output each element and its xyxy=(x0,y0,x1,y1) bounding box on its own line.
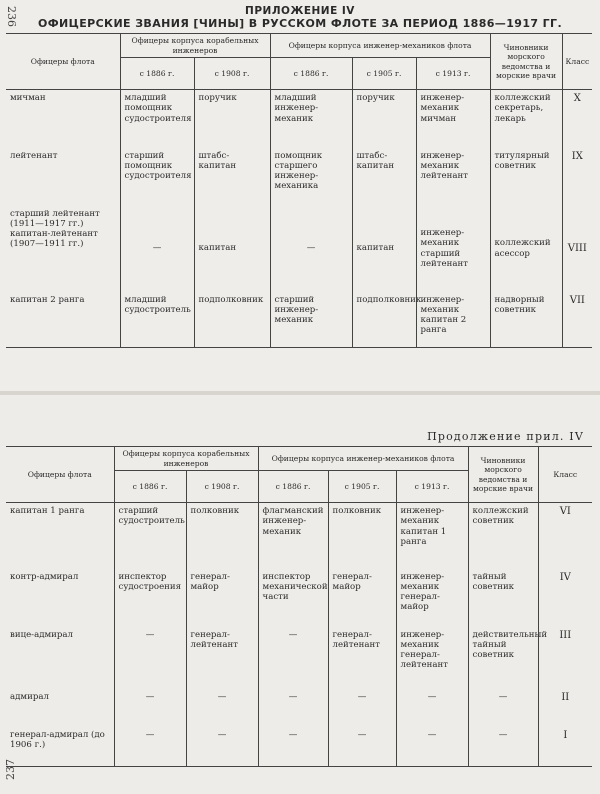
table-row xyxy=(6,292,592,348)
cell-shipbuilder-1908: — xyxy=(186,727,258,767)
cell-mechanic-1886: младший инженер-механик xyxy=(270,90,352,148)
cell-mechanic-1886: — xyxy=(258,627,328,689)
cell-officials: коллежский асессор xyxy=(490,206,562,292)
header-year-1913: с 1913 г. xyxy=(416,58,490,90)
cell-fleet-rank: старший лейтенант (1911—1917 гг.) капитан-лейтенант (1907—1911 гг.) xyxy=(6,206,120,292)
table-row xyxy=(6,627,592,689)
header-shipbuilders: Офицеры корпуса корабельных инженеров xyxy=(114,447,258,471)
cell-shipbuilder-1908: — xyxy=(186,689,258,727)
cell-shipbuilder-1908: штабс-капитан xyxy=(194,148,270,206)
header-mechanics: Офицеры корпуса инженер-механиков флота xyxy=(270,34,490,58)
cell-shipbuilder-1886: — xyxy=(114,727,186,767)
cell-fleet-rank: капитан 2 ранга xyxy=(6,292,120,348)
header-year-1886-mech: с 1886 г. xyxy=(258,471,328,503)
cell-mechanic-1905: полковник xyxy=(328,503,396,569)
table-row xyxy=(6,569,592,627)
cell-shipbuilder-1886: старший помощник судостроителя xyxy=(120,148,194,206)
cell-fleet-rank: вице-адмирал xyxy=(6,627,114,689)
cell-officials: — xyxy=(468,727,538,767)
cell-klass: IV xyxy=(538,569,592,627)
cell-fleet-rank: адмирал xyxy=(6,689,114,727)
cell-shipbuilder-1908: генерал-майор xyxy=(186,569,258,627)
page-divider xyxy=(0,391,600,395)
cell-officials: тайный советник xyxy=(468,569,538,627)
cell-officials: титулярный советник xyxy=(490,148,562,206)
cell-mechanic-1905: — xyxy=(328,727,396,767)
cell-mechanic-1905: поручик xyxy=(352,90,416,148)
rank-table-top xyxy=(6,33,592,348)
cell-mechanic-1886: старший инженер-механик xyxy=(270,292,352,348)
table-row xyxy=(6,727,592,767)
cell-mechanic-1913: инженер-механик мичман xyxy=(416,90,490,148)
header-year-1905: с 1905 г. xyxy=(352,58,416,90)
cell-officials: коллежский секретарь, лекарь xyxy=(490,90,562,148)
header-year-1886-mech: с 1886 г. xyxy=(270,58,352,90)
cell-mechanic-1913: инженер-механик генерал-майор xyxy=(396,569,468,627)
cell-mechanic-1886: помощник старшего инженер-механика xyxy=(270,148,352,206)
header-year-1913: с 1913 г. xyxy=(396,471,468,503)
table-title: ОФИЦЕРСКИЕ ЗВАНИЯ [ЧИНЫ] В РУССКОМ ФЛОТЕ ЗА ПЕРИОД 1886—1917 ГГ. xyxy=(37,17,563,30)
header-mechanics: Офицеры корпуса инженер-механиков флота xyxy=(258,447,468,471)
continuation-title: Продолжение прил. IV xyxy=(427,430,584,443)
header-officials: Чиновники морского ведомства и морские врачи xyxy=(490,34,562,90)
cell-shipbuilder-1886: — xyxy=(114,627,186,689)
cell-shipbuilder-1908: генерал-лейтенант xyxy=(186,627,258,689)
cell-shipbuilder-1886: младший помощник судостроителя xyxy=(120,90,194,148)
header-year-1908: с 1908 г. xyxy=(194,58,270,90)
cell-mechanic-1913: инженер-механик лейтенант xyxy=(416,148,490,206)
header-year-1886: с 1886 г. xyxy=(120,58,194,90)
cell-officials: действительный тайный советник xyxy=(468,627,538,689)
cell-officials: — xyxy=(468,689,538,727)
cell-mechanic-1913: — xyxy=(396,689,468,727)
appendix-title: ПРИЛОЖЕНИЕ IV xyxy=(245,5,355,17)
cell-shipbuilder-1908: подполковник xyxy=(194,292,270,348)
cell-fleet-rank: мичман xyxy=(6,90,120,148)
cell-mechanic-1913: инженер-механик капитан 2 ранга xyxy=(416,292,490,348)
cell-mechanic-1905: генерал-лейтенант xyxy=(328,627,396,689)
table-row xyxy=(6,206,592,292)
header-shipbuilders: Офицеры корпуса корабельных инженеров xyxy=(120,34,270,58)
header-year-1886: с 1886 г. xyxy=(114,471,186,503)
cell-officials: коллежский советник xyxy=(468,503,538,569)
cell-officials: надворный советник xyxy=(490,292,562,348)
cell-mechanic-1905: — xyxy=(328,689,396,727)
cell-klass: VII xyxy=(562,292,592,348)
cell-klass: IX xyxy=(562,148,592,206)
cell-shipbuilder-1886: младший судостроитель xyxy=(120,292,194,348)
table-row xyxy=(6,148,592,206)
cell-mechanic-1913: — xyxy=(396,727,468,767)
cell-mechanic-1886: флагманский инженер-механик xyxy=(258,503,328,569)
cell-shipbuilder-1886: старший судостроитель xyxy=(114,503,186,569)
cell-klass: III xyxy=(538,627,592,689)
cell-mechanic-1905: генерал-майор xyxy=(328,569,396,627)
cell-shipbuilder-1886: — xyxy=(114,689,186,727)
cell-shipbuilder-1908: полковник xyxy=(186,503,258,569)
header-officials: Чиновники морского ведомства и морские врачи xyxy=(468,447,538,503)
cell-klass: VIII xyxy=(562,206,592,292)
cell-mechanic-1913: инженер-механик капитан 1 ранга xyxy=(396,503,468,569)
cell-klass: X xyxy=(562,90,592,148)
cell-fleet-rank: генерал-адмирал (до 1906 г.) xyxy=(6,727,114,767)
cell-mechanic-1886: — xyxy=(258,727,328,767)
cell-mechanic-1886: инспектор механической части xyxy=(258,569,328,627)
cell-klass: II xyxy=(538,689,592,727)
cell-fleet-rank: капитан 1 ранга xyxy=(6,503,114,569)
cell-shipbuilder-1886: — xyxy=(120,206,194,292)
cell-fleet-rank: лейтенант xyxy=(6,148,120,206)
header-klass: Класс xyxy=(538,447,592,503)
cell-mechanic-1905: подполковник xyxy=(352,292,416,348)
cell-shipbuilder-1886: инспектор судостроения xyxy=(114,569,186,627)
cell-mechanic-1905: штабс-капитан xyxy=(352,148,416,206)
cell-mechanic-1886: — xyxy=(258,689,328,727)
cell-klass: I xyxy=(538,727,592,767)
cell-fleet-rank: контр-адмирал xyxy=(6,569,114,627)
header-fleet-officers: Офицеры флота xyxy=(6,447,114,503)
cell-mechanic-1905: капитан xyxy=(352,206,416,292)
table-row xyxy=(6,689,592,727)
page-number-bottom: 237 xyxy=(4,759,17,780)
header-klass: Класс xyxy=(562,34,592,90)
cell-klass: VI xyxy=(538,503,592,569)
cell-mechanic-1913: инженер-механик старший лейтенант xyxy=(416,206,490,292)
cell-shipbuilder-1908: капитан xyxy=(194,206,270,292)
header-year-1908: с 1908 г. xyxy=(186,471,258,503)
table-row xyxy=(6,90,592,148)
header-fleet-officers: Офицеры флота xyxy=(6,34,120,90)
table-row xyxy=(6,503,592,569)
header-year-1905: с 1905 г. xyxy=(328,471,396,503)
cell-mechanic-1886: — xyxy=(270,206,352,292)
page-number-top: 236 xyxy=(5,6,18,27)
rank-table-bottom xyxy=(6,446,592,767)
cell-shipbuilder-1908: поручик xyxy=(194,90,270,148)
cell-mechanic-1913: инженер-механик генерал-лейтенант xyxy=(396,627,468,689)
